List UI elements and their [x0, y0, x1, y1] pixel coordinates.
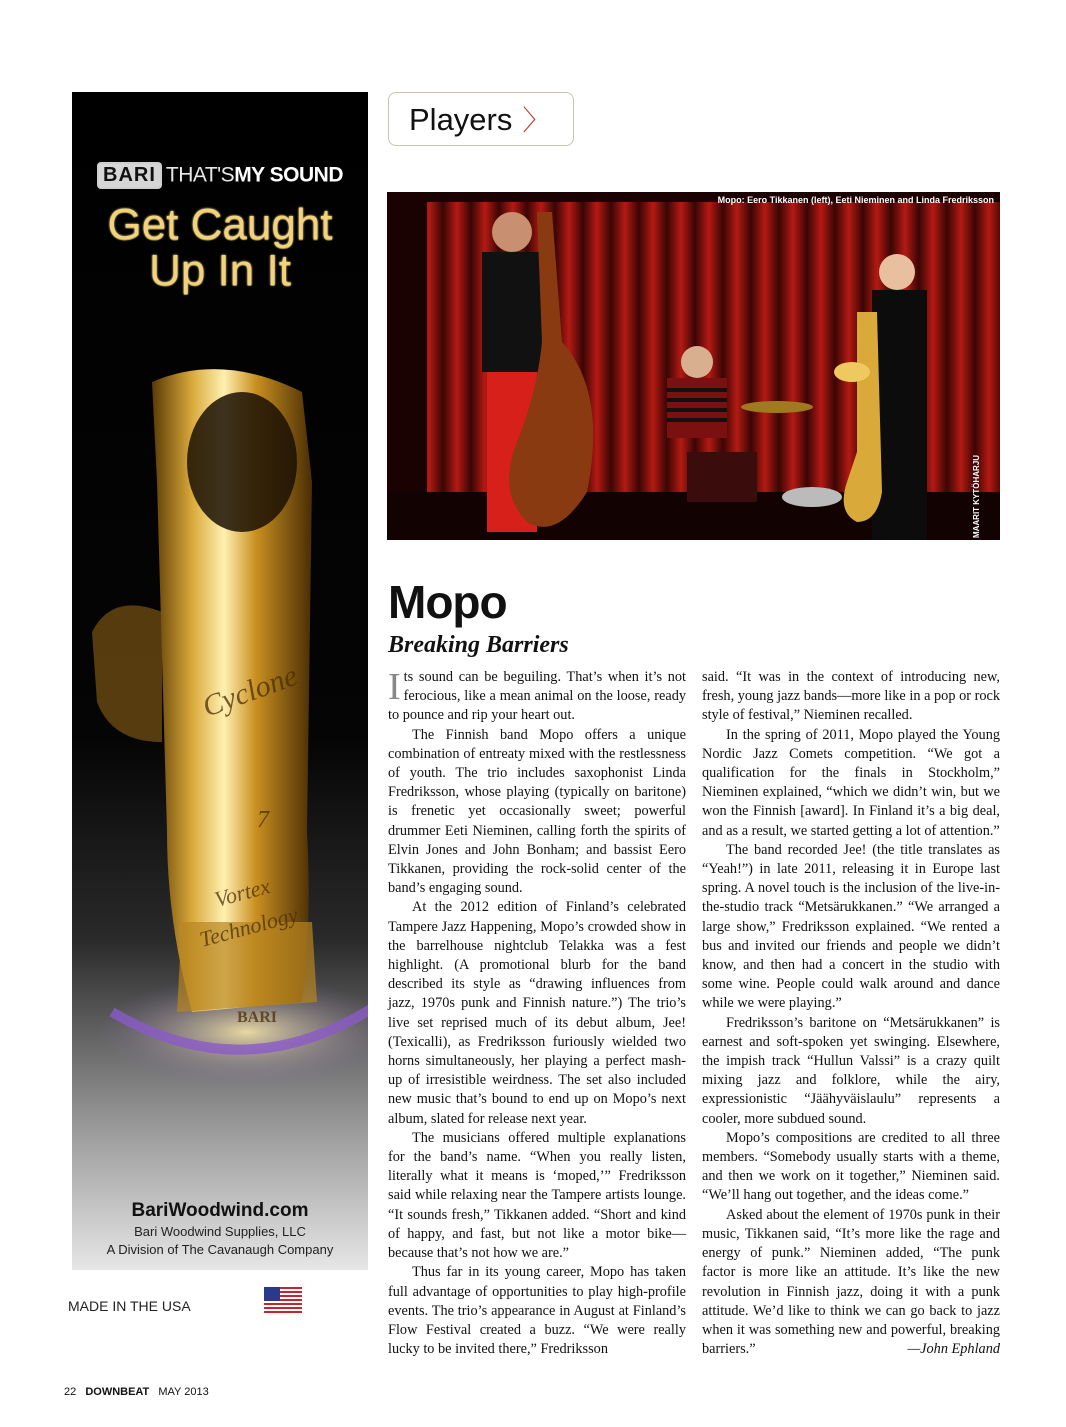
article-subtitle: Breaking Barriers [388, 632, 569, 658]
bari-logo: BARI [97, 162, 162, 189]
author-signature: —John Ephland [907, 1341, 1000, 1358]
svg-text:Cyclone: Cyclone [198, 658, 302, 724]
svg-text:BARI: BARI [237, 1009, 278, 1026]
photo-credit: MAARIT KYTÖHARJU [971, 454, 981, 539]
us-flag-icon [264, 1287, 302, 1313]
bari-advertisement [72, 92, 368, 1270]
page-footer [64, 1386, 209, 1398]
made-in-usa-label: MADE IN THE USA [68, 1298, 191, 1314]
ad-brand-line [72, 162, 368, 189]
ad-headline: Get Caught Up In It [107, 200, 333, 295]
page-number: 22 [64, 1386, 77, 1398]
article-paragraph: The band recorded Jee! (the title translates as “Yeah!”) in late 2011, releasing it in Europe last spring. A novel touch is the inclusion of the live-in-the-studio track “Metsärukkanen.” “We arranged a large show,” Fredriksson explained. “We rented a bus and invited our friends and people we didn’t know, and then had a concert in the studio with some wine. People could walk around and dance while we were playing.” [702, 841, 1000, 1012]
band-photo-image [387, 192, 1000, 540]
article-paragraph: The Finnish band Mopo offers a unique combination of entreaty mixed with the restlessness of youth. The trio includes saxophonist Linda Fredriksson, whose playing (typically on baritone) is frenetic yet occasionally sweet; powerful drummer Eeti Nieminen, calling forth the spirits of Elvin Jones and John Bonham; and bassist Eero Tikkanen, providing the rock-solid center of the band’s engaging sound. [388, 726, 686, 897]
article-paragraph: said. “It was in the context of introducing new, fresh, young jazz bands—more like in a pop or rock style of festival,” Nieminen recalled. [702, 669, 1000, 724]
ad-company: Bari Woodwind Supplies, LLC [134, 1224, 306, 1239]
article-paragraph: The musicians offered multiple explanations for the band’s name. “When you really listen, literally what it means is ‘moped,’” Fredriksson said while relaxing near the Tampere artists lounge. “It sounds fresh,” Tikkanen added. “Short and kind of happy, and fast, but not like a motor bike—because that’s not how we are.” [388, 1129, 686, 1262]
magazine-name: DOWNBEAT [85, 1386, 150, 1398]
ad-url[interactable]: BariWoodwind.com [131, 1200, 309, 1221]
article-paragraph: In the spring of 2011, Mopo played the Young Nordic Jazz Comets competition. “We got a qualification for the finals in Stockholm,” Nieminen explained, “which we didn’t win, but we won the Finnish [award]. In Finland it’s a big deal, and as a result, we started getting a lot of attention.” [702, 726, 1000, 839]
issue-date: MAY 2013 [158, 1386, 209, 1398]
ad-tagline: THAT'SMY SOUND [165, 163, 343, 187]
article-paragraph: At the 2012 edition of Finland’s celebrated Tampere Jazz Happening, Mopo’s crowded show in the barrelhouse nightclub Telakka was a fest highlight. (A promotional blurb for the band described its style as “drawing influences from jazz, 1970s punk and Finnish nature.”) The trio’s live set reprised much of its debut album, Jee! (Texicalli), as Fredriksson furiously wielded two horns simultaneously, her playing a perfect mash-up of irresistible weirdness. The set also included new music that’s bound to end up on Mopo’s next album, slated for release next year. [388, 899, 686, 1127]
mouthpiece-image [72, 362, 368, 1102]
article-paragraph: Mopo’s compositions are credited to all three members. “Somebody usually starts with a theme, and then we work on it together,” Nieminen said. “We’ll hang out together, and the ideas come.” [702, 1129, 1000, 1204]
chevron-right-icon: 〉 [522, 104, 551, 137]
article-title: Mopo [388, 576, 507, 628]
article-column-1 [388, 668, 686, 1359]
article-paragraph: Its sound can be beguiling. That’s when it’s not ferocious, like a mean animal on the loose, ready to pounce and rip your heart out. [388, 666, 686, 724]
svg-text:7: 7 [257, 807, 269, 833]
ad-division: A Division of The Cavanaugh Company [106, 1242, 334, 1257]
article-paragraph: Asked about the element of 1970s punk in their music, Tikkanen said, “It’s more like the rage and energy of punk.” Nieminen added, “The punk factor is more like an attitude. It’s like the new revolution in Finnish jazz, doing it with a punk attitude. We’d like to think we can go back to jazz when it was something new and powerful, breaking barriers.” —John Ephland [702, 1206, 1000, 1360]
article-paragraph: Thus far in its young career, Mopo has taken full advantage of opportunities to play high-profile events. The trio’s appearance in August at Finland’s Flow Festival created a buzz. “We were really lucky to be invited there,” Fredriksson [388, 1264, 686, 1358]
article-column-2 [702, 668, 1000, 1359]
svg-text:Vortex: Vortex [211, 873, 273, 912]
photo-caption: Mopo: Eero Tikkanen (left), Eeti Nieminen and Linda Fredriksson [717, 195, 994, 205]
band-photo [387, 192, 1000, 540]
svg-text:Technology: Technology [196, 901, 301, 952]
article-paragraph: Fredriksson’s baritone on “Metsärukkanen” is earnest and soft-spoken yet swinging. Elsewhere, the impish track “Hullun Valssi” is a crazy quilt mixing jazz and folklore, while the airy, expressionistic “Jäähyväislaulu” represents a cooler, more subdued sound. [702, 1014, 1000, 1127]
drop-cap: I [388, 666, 401, 708]
section-tab-players[interactable]: Players 〉 [388, 92, 574, 146]
